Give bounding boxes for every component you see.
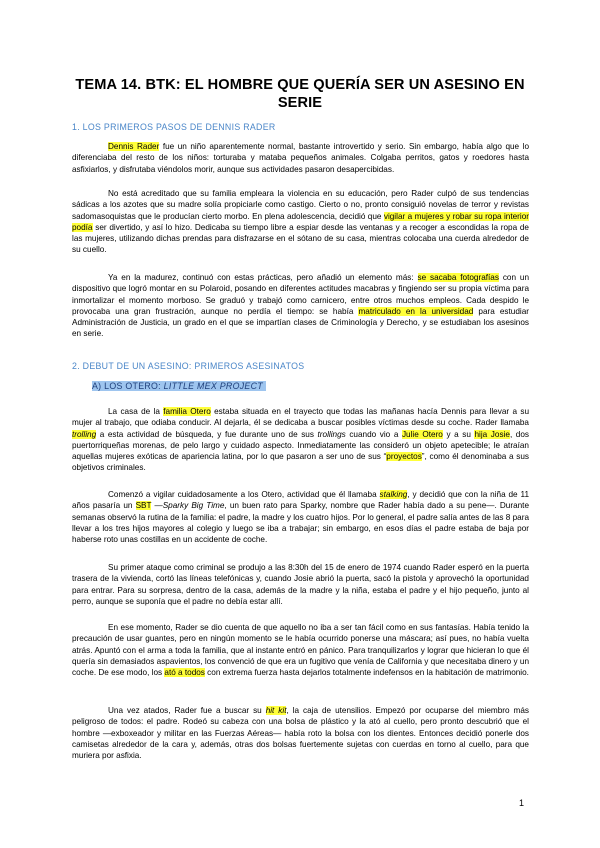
paragraph-3: [72, 272, 529, 340]
highlight: ató a todos: [164, 668, 205, 678]
highlight-italic: stalking: [379, 490, 408, 499]
paragraph-1: [72, 141, 529, 175]
italic-run: trollings: [317, 429, 346, 439]
paragraph-2: [72, 188, 529, 256]
text-run: Comenzó a vigilar cuidadosamente a los Otero, actividad que él llamaba: [108, 490, 380, 499]
paragraph-6: [72, 562, 529, 607]
text-run: , un buen rato para Sparky, nombre que Rader había dado a su pene—. Durante semanas observó la rutina de la familia: el padre, la madre y los cuatro hijos. Por lo general, el padre salía antes de las 8 para llevar a los tres hijos mayores al colegio y luego se iba a trabajar; sin embargo, en esos días el padre estaba de baja por haberse roto unas costillas en un accidente de coche.: [72, 501, 530, 545]
page-number: 1: [519, 798, 525, 808]
highlight: proyectos: [386, 452, 422, 462]
italic-run: Sparky Big Time: [162, 501, 225, 511]
text-run: Ya en la madurez, continuó con estas prácticas, pero añadió un elemento más:: [108, 273, 418, 282]
paragraph-5: [72, 489, 529, 545]
subsection-prefix: A) LOS OTERO:: [92, 381, 164, 391]
highlight: familia Otero: [163, 407, 211, 416]
paragraph-4: [72, 406, 529, 474]
text-run: No está acreditado que su familia empleara la violencia en su educación, pero Rader culpó de sus tendencias sádicas a los azotes que su madre solía propiciarle como castigo. Cierto o no, pronto consiguió novelas de terror y revistas sadomasoquistas que le producían cierto morbo. En plena adolescencia, decidió que: [72, 189, 529, 221]
text-run: para estudiar Administración de Justicia, un grado en el que se impartían clases de Criminología y Derecho, y se estudiaban los asesinos en serie.: [72, 306, 530, 339]
highlight: matriculado en la universidad: [358, 306, 474, 316]
highlight: hija Josie: [474, 429, 510, 439]
highlight: SBT: [135, 501, 152, 511]
text-run: estaba situada en el trayecto que todas las mañanas hacía Dennis para llevar a su mujer al trabajo, que odiaba conducir. Al dejarla, él se dedicaba a buscar posibles víctimas desde su coche. Rader llamaba: [72, 407, 529, 428]
section-heading-1: 1. LOS PRIMEROS PASOS DE DENNIS RADER: [72, 122, 276, 132]
highlight: Dennis Rader: [108, 142, 160, 151]
text-run: y a su: [442, 429, 475, 439]
paragraph-8: [72, 705, 529, 761]
text-run: , dos puertorriqueñas morenas, de pelo largo y cuidado aspecto. Inmediatamente las consideró un objeto apetecible; le atraían aquellas mujeres exóticas de apariencia latina, por lo que pasaron a ser uno de sus “: [72, 429, 529, 462]
highlight: se sacaba fotografías: [417, 273, 499, 282]
highlight: vigilar a mujeres y robar su ropa interior podía: [72, 211, 529, 232]
document-title: TEMA 14. BTK: EL HOMBRE QUE QUERÍA SER UN ASESINO EN SERIE: [75, 77, 525, 111]
text-run: En ese momento, Rader se dio cuenta de que aquello no iba a ser tan fácil como en sus fantasías. Había tenido la precaución de usar guantes, pero en ningún momento se le había ocurrido ponerse una máscara; así pues, no había vuelta atrás. Apuntó con el arma a toda la familia, que al instante entró en pánico. Para tranquilizarlos y lograr que hicieran lo que él quería sin demasiados aspavientos, los convenció de que era un fugitivo que venía de California y que necesitaba dinero y un coche. De ese modo, los: [72, 623, 529, 678]
text-run: a esta actividad de búsqueda, y fue durante uno de sus: [96, 429, 318, 439]
text-run: ”, como él denominaba a sus objetivos criminales.: [72, 452, 529, 473]
text-run: fue un niño aparentemente normal, bastante introvertido y serio. Sin embargo, había algo que lo diferenciaba del resto de los niños: torturaba y mataba pequeños animales. Colgaba perritos, gatos y roedores hasta asfixiarlos, y disfrutaba viéndolos morir, aunque sus actividades pasaron desapercibidas.: [72, 142, 529, 174]
text-run: , y decidió que con la niña de 11 años pasaría un: [72, 490, 529, 511]
highlight-italic: trolling: [72, 429, 97, 439]
text-run: —: [151, 501, 163, 511]
text-run: La casa de la: [108, 407, 164, 416]
highlight-italic: hit kit: [265, 706, 287, 715]
text-run: Una vez atados, Rader fue a buscar su: [108, 706, 266, 715]
text-run: con un dispositivo que logró montar en su Polaroid, posando en diferentes actitudes macabras y fingiendo ser su propia víctima para inmortalizar el momento morboso. Se graduó y trabajó como carnicero, entre otros muchos empleos. Cada despido le provocaba una gran frustración, aunque no perdía el tiempo: se había: [72, 273, 530, 316]
subsection-italic: LITTLE MEX PROJECT: [163, 381, 263, 391]
text-run: , la caja de utensilios. Empezó por ocuparse del miembro más peligroso de todos: el padre. Rodeó su cabeza con una bolsa de plástico y la ató al cuello, pero pronto descubrió que el hombre —exboxeador y militar en las Fuerzas Aéreas— había roto la bolsa con los dientes. Entonces decidió ponerle dos camisetas alrededor de la cara y, además, otras dos bolsas fuertemente sujetas con cuerdas en torno al cuello, para que muriera por asfixia.: [72, 706, 529, 761]
text-run: Su primer ataque como criminal se produjo a las 8:30h del 15 de enero de 1974 cuando Rader esperó en la puerta trasera de la vivienda, cortó las líneas telefónicas y, cuando Josie abrió la puerta, sacó la pistola y aprovechó la oportunidad para entrar. Para su sorpresa, dentro de la casa, además de la madre y la niña, estaba el padre y el hijo pequeño, junto al perro, aunque se suponía que el padre no debía estar allí.: [72, 563, 529, 606]
text-run: con extrema fuerza hasta dejarlos totalmente indefensos en la habitación de matrimonio.: [204, 668, 529, 678]
text-run: cuando vio a: [345, 429, 402, 439]
highlight: Julie Otero: [401, 429, 443, 439]
subsection-heading-a: [92, 381, 266, 391]
paragraph-7: [72, 622, 529, 678]
text-run: ser divertido, y así lo hizo. Dedicaba su tiempo libre a espiar desde las ventanas y a recoger a escondidas la ropa de las mujeres, utilizando dichas prendas para disfrazarse en el sótano de su casa, mientras colocaba una cuerda alrededor de su cuello.: [72, 222, 529, 255]
section-heading-2: 2. DEBUT DE UN ASESINO: PRIMEROS ASESINATOS: [72, 361, 305, 371]
